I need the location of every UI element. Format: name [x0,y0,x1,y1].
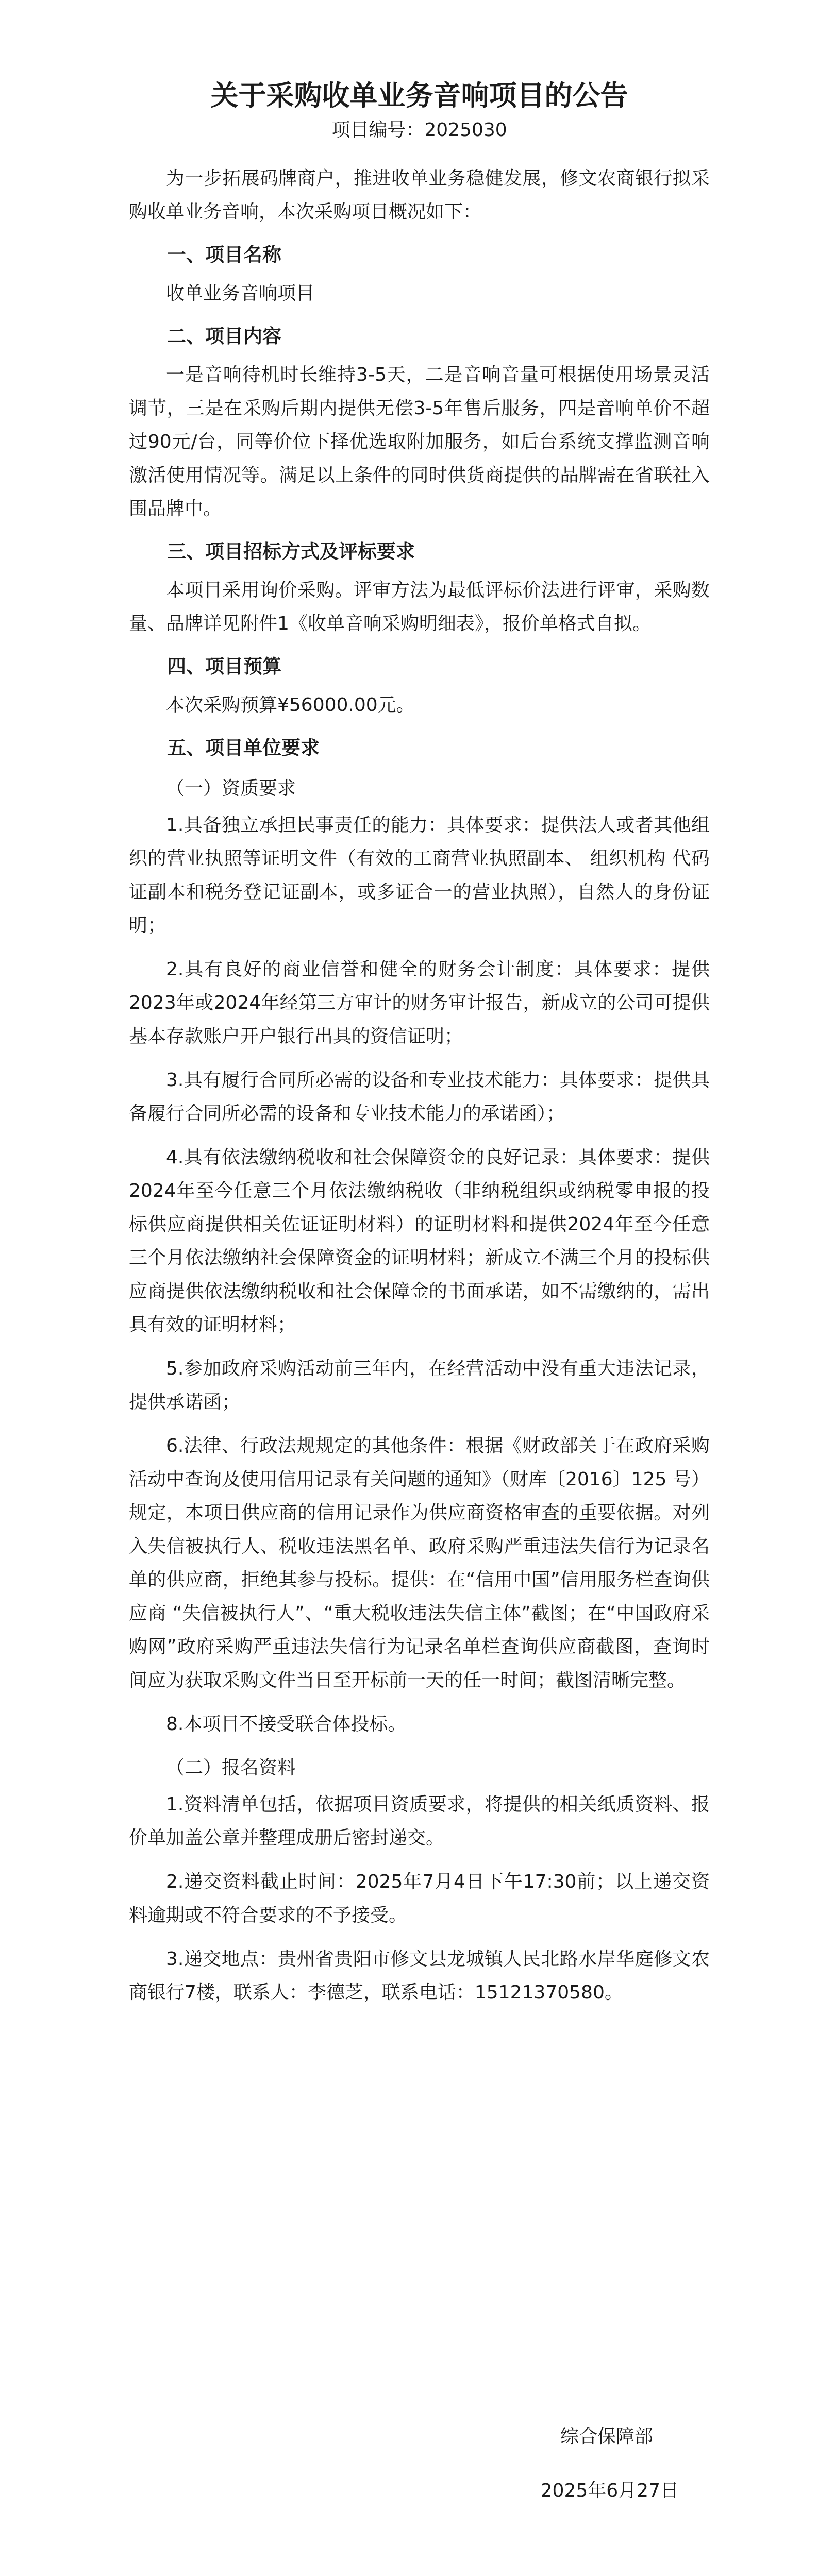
signature-date: 2025年6月27日 [540,2480,679,2501]
signature-department: 综合保障部 [560,2426,653,2447]
intro-paragraph: 为一步拓展码牌商户，推进收单业务稳健发展，修文农商银行拟采购收单业务音响，本次采购项目概况如下： [129,168,710,223]
requirement-item: 8.本项目不接受联合体投标。 [166,1714,407,1735]
section-4-text: 本次采购预算¥56000.00元。 [166,694,415,716]
section-3-text: 本项目采用询价采购。评审方法为最低评标价法进行评审，采购数量、品牌详见附件1《收单音响采购明细表》，报价单格式自拟。 [129,580,710,634]
page-title: 关于采购收单业务音响项目的公告 [210,79,628,112]
registration-item: 2.递交资料截止时间：2025年7月4日下午17:30前；以上递交资料逾期或不符合要求的不予接受。 [129,1871,710,1926]
section-3-heading: 三、项目招标方式及评标要求 [167,540,415,563]
section-4-heading: 四、项目预算 [167,655,281,677]
project-number: 项目编号：2025030 [331,120,507,141]
section-2-text: 一是音响待机时长维持3-5天，二是音响音量可根据使用场景灵活调节，三是在采购后期内提供无偿3-5年售后服务，四是音响单价不超过90元/台，同等价位下择优选取附加服务，如后台系统支撑监测音响激活使用情况等。满足以上条件的同时供货商提供的品牌需在省联社入围品牌中。 [129,364,710,519]
requirement-item: 6.法律、行政法规规定的其他条件：根据《财政部关于在政府采购活动中查询及使用信用记录有关问题的通知》（财库〔2016〕125 号）规定，本项目供应商的信用记录作为供应商资格审查的重要依据。对列入失信被执行人、税收违法黑名单、政府采购严重违法失信行为记录名单的供应商，拒绝其参与投标。提供：在“信用中国”信用服务栏查询供应商 “失信被执行人”、“重大税收违法失信主体”截图；在“中国政府采购网”政府采购严重违法失信行为记录名单栏查询供应商截图，查询时间应为获取采购文件当日至开标前一天的任一时间；截图清晰完整。 [129,1435,710,1691]
registration-item: 1.资料清单包括，依据项目资质要求，将提供的相关纸质资料、报价单加盖公章并整理成册后密封递交。 [129,1794,710,1849]
requirement-item: 3.具有履行合同所必需的设备和专业技术能力：具体要求：提供具备履行合同所必需的设备和专业技术能力的承诺函）； [129,1070,710,1124]
section-1-heading: 一、项目名称 [167,244,281,266]
requirement-item: 2.具有良好的商业信誉和健全的财务会计制度：具体要求：提供2023年或2024年经第三方审计的财务审计报告，新成立的公司可提供基本存款账户开户银行出具的资信证明； [129,959,710,1047]
requirement-item: 1.具备独立承担民事责任的能力：具体要求：提供法人或者其他组织的营业执照等证明文件（有效的工商营业执照副本、 组织机构 代码证副本和税务登记证副本，或多证合一的营业执照），自然人的身份证明； [129,815,710,936]
requirement-item: 5.参加政府采购活动前三年内，在经营活动中没有重大违法记录，提供承诺函； [129,1358,710,1413]
qualification-heading: （一）资质要求 [166,778,296,799]
registration-item: 3.递交地点：贵州省贵阳市修文县龙城镇人民北路水岸华庭修文农商银行7楼，联系人：李德芝，联系电话：15121370580。 [129,1948,710,2003]
registration-heading: （二）报名资料 [166,1757,296,1778]
section-2-heading: 二、项目内容 [167,325,281,347]
section-5-heading: 五、项目单位要求 [167,737,320,759]
section-1-text: 收单业务音响项目 [166,283,315,304]
requirement-item: 4.具有依法缴纳税收和社会保障资金的良好记录：具体要求：提供2024年至今任意三个月依法缴纳税收（非纳税组织或纳税零申报的投标供应商提供相关佐证证明材料）的证明材料和提供2024年至今任意三个月依法缴纳社会保障资金的证明材料；新成立不满三个月的投标供应商提供依法缴纳税收和社会保障金的书面承诺，如不需缴纳的，需出具有效的证明材料； [129,1147,710,1335]
